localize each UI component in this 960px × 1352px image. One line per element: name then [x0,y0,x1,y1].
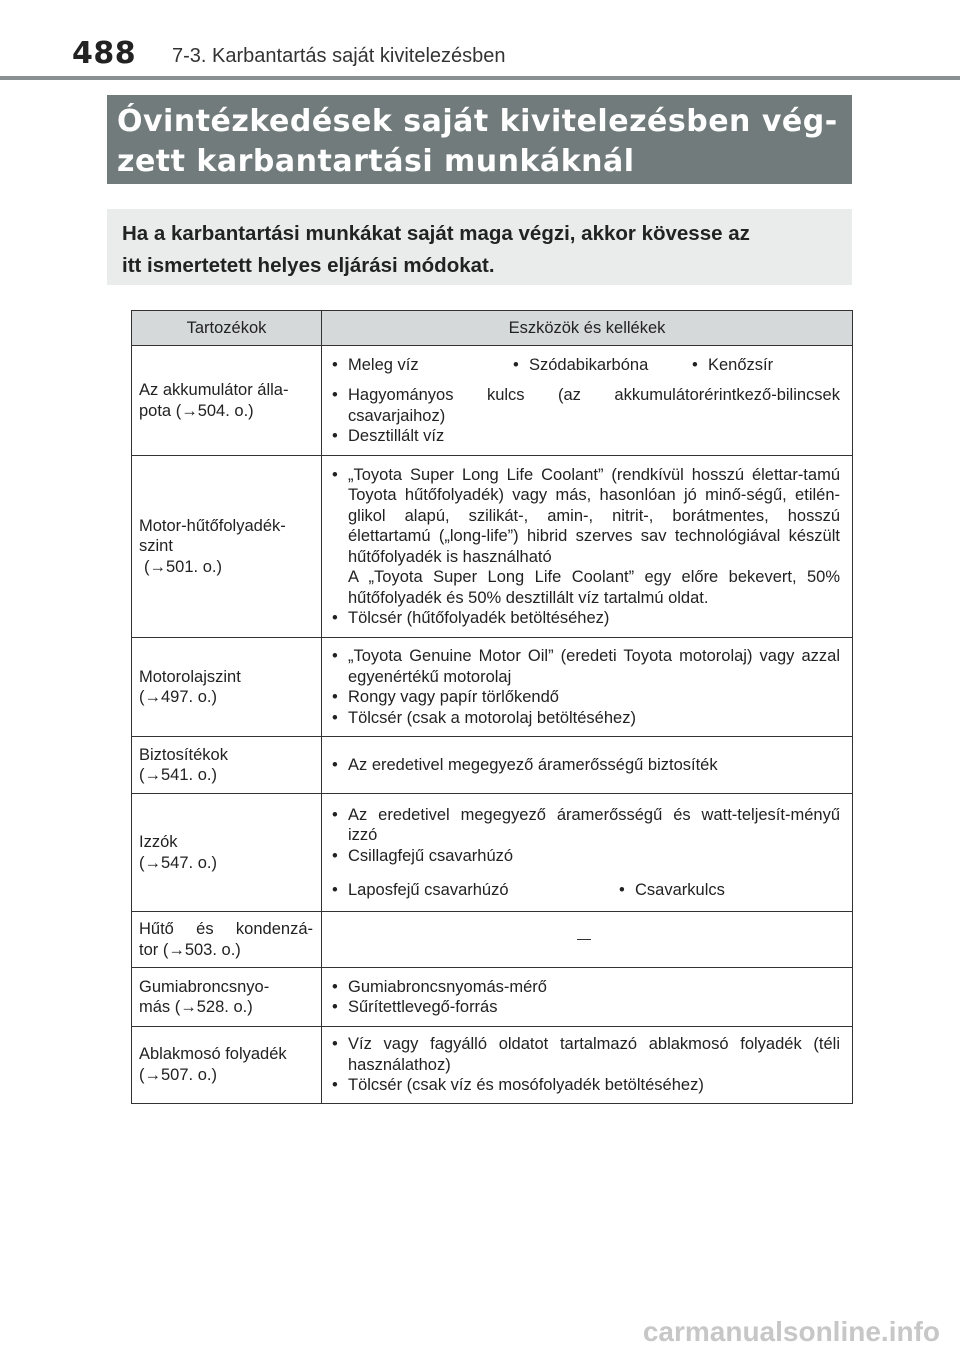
item-line: Ablakmosó folyadék [139,1045,287,1064]
tool-item: • Laposfejű csavarhúzó [327,880,614,901]
item-line: Biztosítékok [139,745,228,764]
item-line: Hűtő és kondenzá- [139,920,313,938]
tool-item: • Rongy vagy papír törlőkendő [327,687,840,708]
item-line: más (→528. o.) [139,998,253,1016]
tools-cell [322,346,853,456]
item-cell [132,346,322,456]
table-row [132,1027,853,1104]
tool-item: • Víz vagy fagyálló oldatot tartalmazó ablakmosó folyadék (téli használathoz) [327,1034,840,1075]
tool-item: • Tölcsér (hűtőfolyadék betöltéséhez) [327,608,840,629]
tool-item: • Tölcsér (csak a motorolaj betöltéséhez) [327,708,840,729]
title-line-2: zett karbantartási munkáknál [117,144,635,179]
item-line: Izzók [139,833,178,851]
item-cell [132,794,322,912]
tool-item: • Az eredetivel megegyező áramerősségű és watt-teljesít-ményű izzó [327,805,840,846]
tool-note: A „Toyota Super Long Life Coolant” egy előre bekevert, 50% hűtőfolyadék és 50% desztillált víz tartalmú oldat. [348,568,840,607]
watermark: carmanualsonline.info [642,1316,940,1347]
tools-cell [322,968,853,1027]
tools-cell [322,456,853,638]
item-line: (→547. o.) [139,853,217,872]
tool-item: • Hagyományos kulcs (az akkumulátorérintkező-bilincsek csavarjaihoz) [327,385,840,426]
tool-item: • Meleg víz [327,355,508,376]
item-line: (→497. o.) [139,688,217,706]
tools-cell [322,794,853,912]
item-cell [132,1027,322,1104]
item-line: pota (→504. o.) [139,401,254,420]
empty-dash [577,939,591,940]
tool-item: • Gumiabroncsnyomás-mérő [327,977,840,998]
item-cell [132,638,322,737]
item-line: (→507. o.) [139,1065,217,1084]
table-row [132,912,853,968]
title-line-1: Óvintézkedések saját kivitelezésben vég- [117,104,838,139]
table-row [132,968,853,1027]
item-line: tor (→503. o.) [139,940,241,959]
intro-text [107,209,852,285]
tools-table [131,310,853,1104]
item-line: Gumiabroncsnyo- [139,977,270,996]
page-title [107,95,852,184]
item-line: Motor-hűtőfolyadék- [139,516,286,535]
tool-item: • Sűrítettlevegő-forrás [327,997,840,1018]
item-cell [132,737,322,794]
tool-item: • Kenőzsír [687,355,773,376]
tool-item: • Csavarkulcs [614,880,725,901]
table-header-row [132,311,853,346]
tools-cell [322,1027,853,1104]
section-label: 7-3. Karbantartás saját kivitelezésben [172,45,506,67]
table-row [132,737,853,794]
tool-item: • Csillagfejű csavarhúzó [327,846,840,867]
tools-cell [322,737,853,794]
table-row [132,346,853,456]
table-row [132,456,853,638]
intro-line-2: itt ismertetett helyes eljárási módokat. [122,254,495,277]
header-cell-tools: Eszközök és kellékek [322,311,853,346]
tool-item: • Szódabikarbóna [508,355,687,376]
item-line: Motorolajszint [139,667,241,686]
item-line: (→541. o.) [139,766,217,784]
tool-item: • „Toyota Genuine Motor Oil” (eredeti Toyota motorolaj) vagy azzal egyenértékű motorolaj [327,646,840,687]
tool-item: • Tölcsér (csak víz és mosófolyadék betöltéséhez) [327,1075,840,1096]
item-line: (→501. o.) [144,557,222,576]
tool-item: • „Toyota Super Long Life Coolant” (rendkívül hosszú élettar-tamú Toyota hűtőfolyadék) vagy más, hasonlóan jó minő-ségű, etilén-glikol alapú, szilikát-, amin-, nitrit-, borátmentes, hosszú élettartamú („long-life”) hibrid szerves sav technológiával készült hűtőfolyadék is használható [327,465,840,568]
item-cell [132,456,322,638]
item-line: szint [139,537,173,556]
item-cell [132,968,322,1027]
tools-cell [322,638,853,737]
tools-cell-empty [322,912,853,968]
table-row [132,638,853,737]
header-cell-items: Tartozékok [132,311,322,346]
header-rule [0,76,960,80]
item-line: Az akkumulátor álla- [139,381,289,399]
item-cell [132,912,322,968]
tool-item: • Az eredetivel megegyező áramerősségű biztosíték [327,755,840,776]
table-row [132,794,853,912]
page-number: 488 [72,36,137,71]
tool-item: • Desztillált víz [327,426,840,447]
intro-line-1: Ha a karbantartási munkákat saját maga végzi, akkor kövesse az [122,222,750,245]
